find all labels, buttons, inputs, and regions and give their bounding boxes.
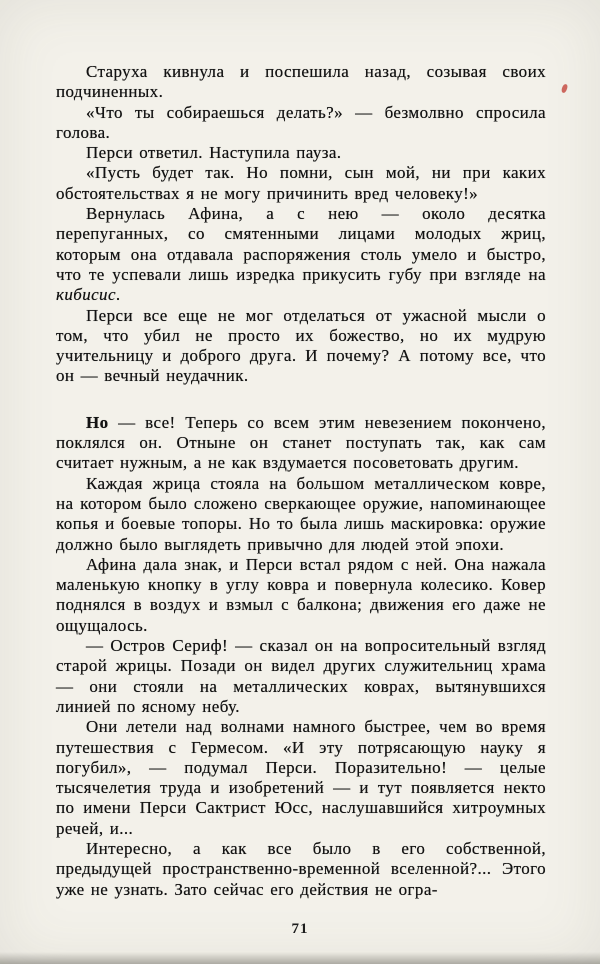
paragraph: «Что ты собираешься делать?» — безмолвно спросила голова.	[56, 102, 546, 142]
paragraph: Перси ответил. Наступила пауза.	[86, 143, 342, 163]
paragraph: Старуха кивнула и поспешила назад, созывая своих подчиненных.	[56, 62, 546, 102]
page-number: 71	[291, 921, 309, 937]
text-block	[56, 62, 546, 900]
paragraph: Интересно, а как все было в его собственной, предыдущей пространственно-временной вселенной?... Этого уже не узнать. Зато сейчас его действия не огра-	[56, 838, 546, 899]
paragraph-text: Вернулась Афина, а с нею — около десятка перепуганных, со смятенными лицами молодых жриц, которым она отдавала распоряжения столь умело и быстро, что те успевали лишь изредка прикусить губу при взгляде на	[56, 204, 546, 284]
paragraph: «Пусть будет так. Но помни, сын мой, ни при каких обстоятельствах я не могу причинить вред человеку!»	[56, 163, 546, 203]
paragraph-text: — все! Теперь со всем этим невезением покончено, поклялся он. Отныне он станет поступать так, как сам считает нужным, а не как вздумается посоветовать другим.	[56, 412, 546, 473]
bold-lead-word: Но	[86, 412, 109, 432]
italic-term: кибисис	[56, 285, 116, 305]
paragraph: Афина дала знак, и Перси встал рядом с ней. Она нажала маленькую кнопку в углу ковра и повернула колесико. Ковер поднялся в воздух и взмыл с балкона; движения его даже не ощущалось.	[56, 554, 546, 635]
scan-red-mark	[561, 83, 569, 93]
paragraph: — Остров Сериф! — сказал он на вопросительный взгляд старой жрицы. Позади он видел других служительниц храма — они стояли на металлических коврах, вытянувшихся линией по ясному небу.	[56, 636, 546, 716]
paragraph: Перси все еще не мог отделаться от ужасной мысли о том, что убил не просто их божество, но их мудрую учительницу и доброго друга. И почему? А потому все, что он — вечный неудачник.	[56, 305, 546, 386]
paragraph-text: .	[115, 285, 121, 305]
paragraph	[56, 413, 546, 474]
paragraph	[56, 204, 546, 305]
section-break	[56, 387, 546, 413]
paragraph: Они летели над волнами намного быстрее, чем во время путешествия с Гермесом. «И эту потрясающую науку я погубил», — подумал Перси. Поразительно! — целые тысячелетия труда и изобретений — и тут появляется некто по имени Перси Сактрист Юсс, наслушавшийся хитроумных речей, и...	[56, 717, 546, 838]
paragraph: Каждая жрица стояла на большом металлическом ковре, на котором было сложено сверкающее оружие, напоминающее копья и боевые топоры. Но то была лишь маскировка: оружие должно было выглядеть привычно для людей этой эпохи.	[56, 473, 546, 554]
